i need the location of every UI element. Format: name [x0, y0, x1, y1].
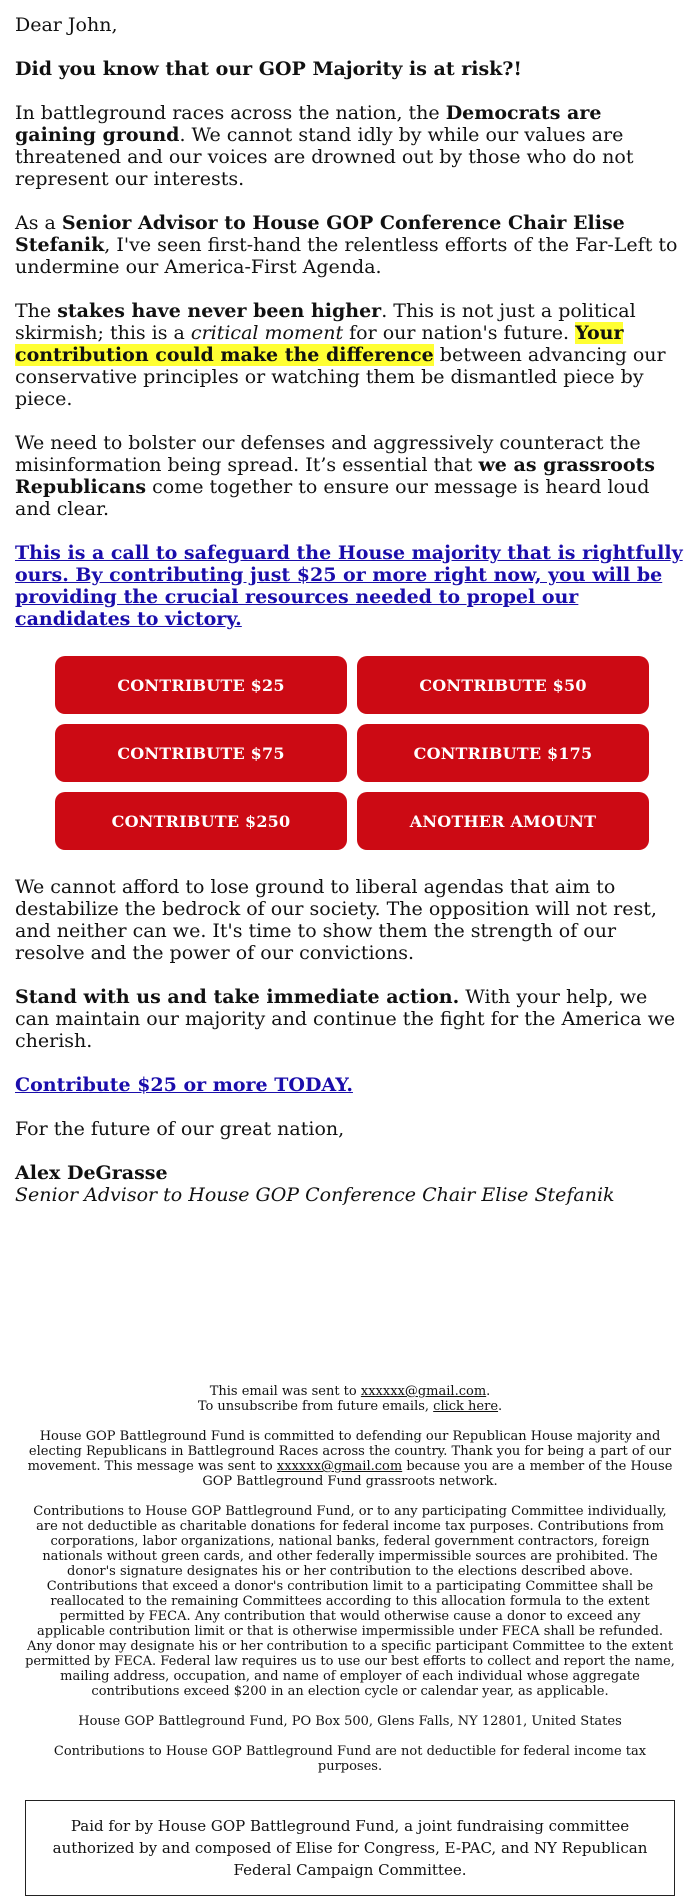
cta-paragraph	[15, 542, 685, 630]
footer	[15, 1384, 685, 1896]
paragraph-senior-advisor: As a Senior Advisor to House GOP Conference Chair Elise Stefanik, I've seen first-hand the relentless efforts of the Far-Left to undermine our America-First Agenda.	[15, 212, 678, 278]
headline: Did you know that our GOP Majority is at risk?!	[15, 58, 522, 80]
sent-to-line: This email was sent to xxxxxx@gmail.com.	[209, 1384, 491, 1399]
closing: For the future of our great nation,	[15, 1118, 345, 1140]
cta-link[interactable]: This is a call to safeguard the House majority that is rightfully ours. By contributing just $25 or more right now, you will be providing the crucial resources needed to propel our candidates to victory.	[15, 542, 683, 630]
contribution-buttons	[55, 656, 685, 850]
paragraph-battleground: In battleground races across the nation, the Democrats are gaining ground. We cannot stand idly by while our values are threatened and our voices are drowned out by those who do not represent our interests.	[15, 102, 634, 190]
contribute-50-button[interactable]: CONTRIBUTE $50	[357, 656, 649, 714]
contribute-today-paragraph	[15, 1074, 685, 1096]
contribute-25-button[interactable]: CONTRIBUTE $25	[55, 656, 347, 714]
about-fund: House GOP Battleground Fund is committed to defending our Republican House majority and electing Republicans in Battleground Races across the country. Thank you for being a part of our movement. This message was sent to xxxxxx@gmail.com because you are a member of the House GOP Battleground Fund grassroots network.	[27, 1429, 673, 1489]
paragraph-liberal-agendas: We cannot afford to lose ground to liberal agendas that aim to destabilize the bedrock of our society. The opposition will not rest, and neither can we. It's time to show them the strength of our resolve and the power of our convictions.	[15, 876, 657, 964]
unsubscribe-link[interactable]: click here	[433, 1399, 499, 1414]
mailing-address: House GOP Battleground Fund, PO Box 500, Glens Falls, NY 12801, United States	[78, 1714, 622, 1729]
about-email-link[interactable]: xxxxxx@gmail.com	[276, 1459, 403, 1474]
paragraph-grassroots: We need to bolster our defenses and aggressively counteract the misinformation being spread. It’s essential that we as grassroots Republicans come together to ensure our message is heard loud and clear.	[15, 432, 655, 520]
contribute-75-button[interactable]: CONTRIBUTE $75	[55, 724, 347, 782]
paragraph-stakes: The stakes have never been higher. This is not just a political skirmish; this is a critical moment for our nation's future. Your contribution could make the difference between advancing our conservative principles or watching them be dismantled piece by piece.	[15, 300, 666, 410]
paragraph-stand-with-us: Stand with us and take immediate action. With your help, we can maintain our majority and continue the fight for the America we cherish.	[15, 986, 676, 1052]
signature-name: Alex DeGrasse	[15, 1162, 168, 1184]
contribute-250-button[interactable]: CONTRIBUTE $250	[55, 792, 347, 850]
contribute-175-button[interactable]: CONTRIBUTE $175	[357, 724, 649, 782]
paid-for-box: Paid for by House GOP Battleground Fund, a joint fundraising committee authorized by and composed of Elise for Congress, E-PAC, and NY Republican Federal Campaign Committee.	[25, 1800, 675, 1896]
unsubscribe-line: To unsubscribe from future emails, click here.	[197, 1399, 503, 1414]
email-link[interactable]: xxxxxx@gmail.com	[360, 1384, 487, 1399]
not-deductible-notice: Contributions to House GOP Battleground Fund are not deductible for federal income tax purposes.	[53, 1744, 647, 1774]
salutation: Dear John,	[15, 14, 118, 36]
another-amount-button[interactable]: ANOTHER AMOUNT	[357, 792, 649, 850]
contribute-today-link[interactable]: Contribute $25 or more TODAY.	[15, 1074, 353, 1096]
legal-disclaimer: Contributions to House GOP Battleground Fund, or to any participating Committee individually, are not deductible as charitable donations for federal income tax purposes. Contributions from corporations, labor organizations, national banks, federal government contractors, foreign nationals without green cards, and other federally impermissible sources are prohibited. The donor's signature designates his or her contribution to the elections described above. Contributions that exceed a donor's contribution limit to a participating Committee shall be reallocated to the remaining Committees according to this allocation formula to the extent permitted by FECA. Any contribution that would otherwise cause a donor to exceed any applicable contribution limit or that is otherwise impermissible under FECA shall be refunded. Any donor may designate his or her contribution to a specific participant Committee to the extent permitted by FECA. Federal law requires us to use our best efforts to collect and report the name, mailing address, occupation, and name of employer of each individual whose aggregate contributions exceed $200 in an election cycle or calendar year, as applicable.	[25, 1504, 675, 1699]
signature-title: Senior Advisor to House GOP Conference Chair Elise Stefanik	[15, 1184, 615, 1206]
highlighted-text: Your contribution could make the difference	[15, 322, 624, 366]
